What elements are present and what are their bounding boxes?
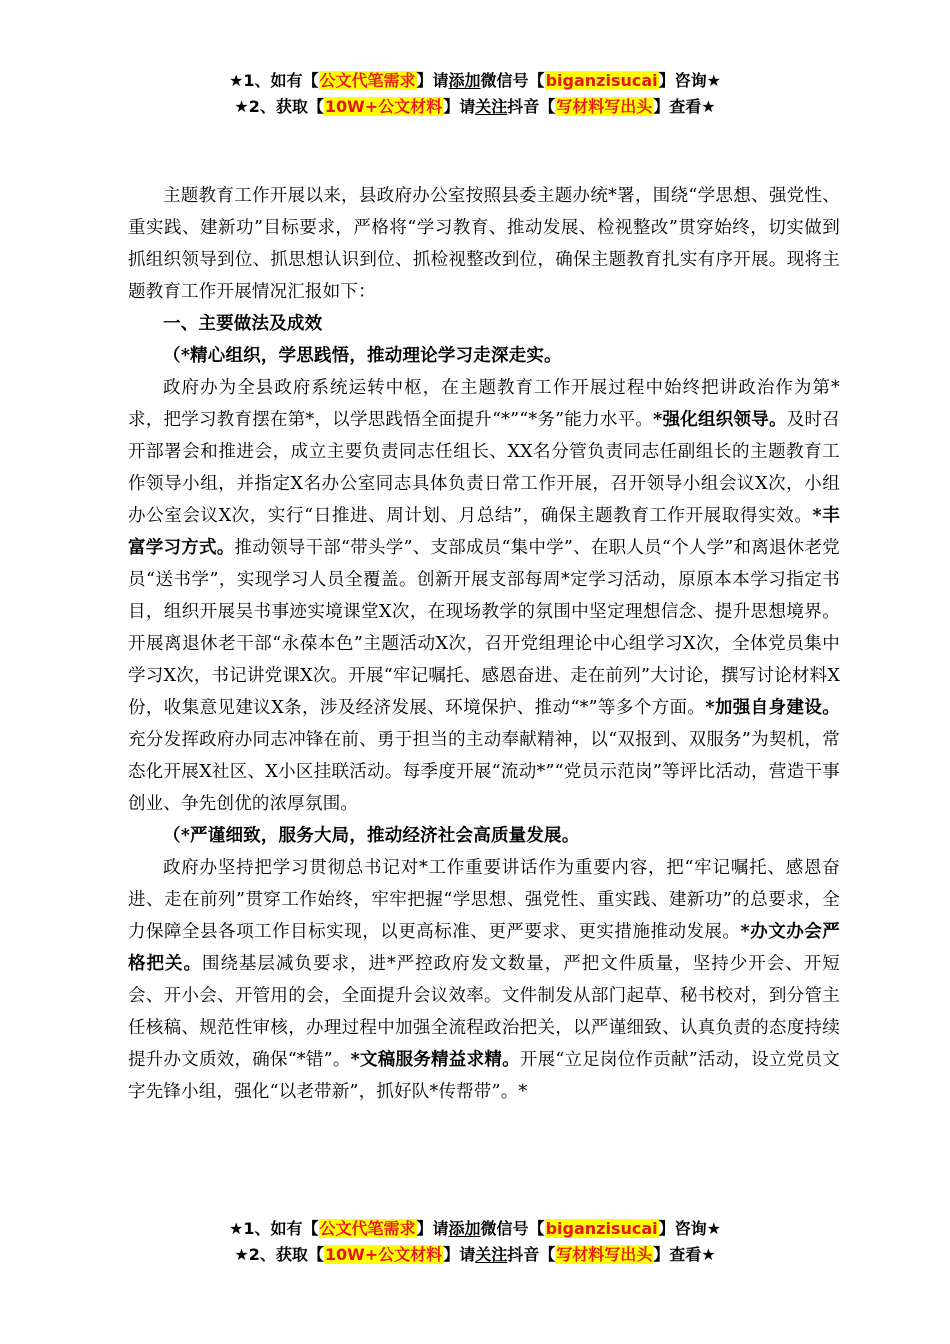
promo-text: 】咨询★ [658,1219,721,1238]
promo-line-1 [0,68,950,94]
paragraph-text: 充分发挥政府办同志冲锋在前、勇于担当的主动奉献精神，以“双报到、双服务”为契机，常态化开展X社区、X小区挂联活动。每季度开展“流动*”“党员示范岗”等评比活动，营造干事创业、争先创优的浓厚氛围。 [128,730,840,814]
promo-text: ★1、如有【 [229,71,319,90]
subsection-heading: （*严谨细致，服务大局，推动经济社会高质量发展。 [163,826,580,846]
paragraph-text: 推动领导干部“带头学”、支部成员“集中学”、在职人员“个人学”和离退休老党员“送书学”，实现学习人员全覆盖。创新开展支部每周*定学习活动，原原本本学习指定书目，组织开展吴书事迹实境课堂X次，在现场教学的氛围中坚定理想信念、提升思想境界。开展离退休老干部“永葆本色”主题活动X次，召开党组理论中心组学习X次，全体党员集中学习X次，书记讲党课X次。开展“牢记嘱托、感恩奋进、走在前列”大讨论，撰写讨论材料X份，收集意见建议X条，涉及经济发展、环境保护、推动“*”等多个方面。 [128,538,841,718]
bold-lead: *加强自身建设。 [705,698,840,718]
promo-highlight: biganzisucai [545,1219,658,1238]
intro-paragraph: 主题教育工作开展以来，县政府办公室按照县委主题办统*署，围绕“学思想、强党性、重实践、建新功”目标要求，严格将“学习教育、推动发展、检视整改”贯穿始终，切实做到抓组织领导到位、抓思想认识到位、抓检视整改到位，确保主题教育扎实有序开展。现将主题教育工作开展情况汇报如下： [128,186,840,302]
promo-text: 】请 [416,71,449,90]
promo-text: 微信号【 [480,71,545,90]
paragraph-text: 围绕基层减负要求，进*严控政府发文数量，严把文件质量，坚持少开会、开短会、开小会、开管用的会，全面提升会议效率。文件制发从部门起草、秘书校对，到分管主任核稿、规范性审核，办理过程中加强全流程政治把关，以严谨细致、认真负责的态度持续提升办文质效，确保“*错”。 [128,954,840,1070]
promo-text: 】查看★ [653,97,716,116]
promo-text: 抖音【 [507,97,556,116]
body-paragraph [128,372,840,820]
promo-banner-bottom [0,1216,950,1268]
promo-text: 微信号【 [480,1219,545,1238]
promo-text: ★1、如有【 [229,1219,319,1238]
body-paragraph [128,852,840,1108]
paragraph-text: 开展“立足岗位作贡献”活动，设立党员文字先锋小组，强化“以老带新”，抓好队*传帮带”。* [128,1050,840,1102]
promo-highlight: 公文代笔需求 [319,1219,416,1238]
promo-text: 】请 [443,1245,476,1264]
promo-text: 】请 [443,97,476,116]
promo-highlight: 写材料写出头 [556,97,653,116]
promo-line-1 [0,1216,950,1242]
bold-lead: *强化组织领导。 [653,410,787,430]
document-body [128,180,840,1108]
subsection-heading: （*精心组织，学思践悟，推动理论学习走深走实。 [163,346,562,366]
promo-underline: 关注 [475,97,508,116]
paragraph-text: 政府办坚持把学习贯彻总书记对*工作重要讲话作为重要内容，把“牢记嘱托、感恩奋进、走在前列”贯穿工作始终，牢牢把握“学思想、强党性、重实践、建新功”的总要求，全力保障全县各项工作目标实现，以更高标准、更严要求、更实措施推动发展。 [128,858,840,942]
bold-lead: *文稿服务精益求精。 [350,1050,520,1070]
paragraph-text: 及时召开部署会和推进会，成立主要负责同志任组长、XX名分管负责同志任副组长的主题教育工作领导小组，并指定X名办公室同志具体负责日常工作开展，召开领导小组会议X次，小组办公室会议X次，实行“日推进、周计划、月总结”，确保主题教育工作开展取得实效。 [128,410,840,526]
promo-underline: 添加 [448,1219,481,1238]
promo-highlight: 10W+公文材料 [324,97,443,116]
promo-banner-top [0,68,950,120]
promo-highlight: 公文代笔需求 [319,71,416,90]
promo-text: 抖音【 [507,1245,556,1264]
promo-line-2 [0,1242,950,1268]
promo-highlight: biganzisucai [545,71,658,90]
promo-text: 】咨询★ [658,71,721,90]
promo-line-2 [0,94,950,120]
promo-text: 】请 [416,1219,449,1238]
bold-lead: *丰富学习方式。 [128,506,840,558]
promo-underline: 关注 [475,1245,508,1264]
promo-highlight: 10W+公文材料 [324,1245,443,1264]
promo-text: ★2、获取【 [234,97,324,116]
section-heading: 一、主要做法及成效 [163,314,323,334]
promo-text: 】查看★ [653,1245,716,1264]
bold-lead: *办文办会严格把关。 [128,922,840,974]
paragraph-text: 政府办为全县政府系统运转中枢，在主题教育工作开展过程中始终把讲政治作为第*求，把学习教育摆在第*，以学思践悟全面提升“*”“*务”能力水平。 [128,378,840,430]
promo-underline: 添加 [448,71,481,90]
promo-highlight: 写材料写出头 [556,1245,653,1264]
promo-text: ★2、获取【 [234,1245,324,1264]
